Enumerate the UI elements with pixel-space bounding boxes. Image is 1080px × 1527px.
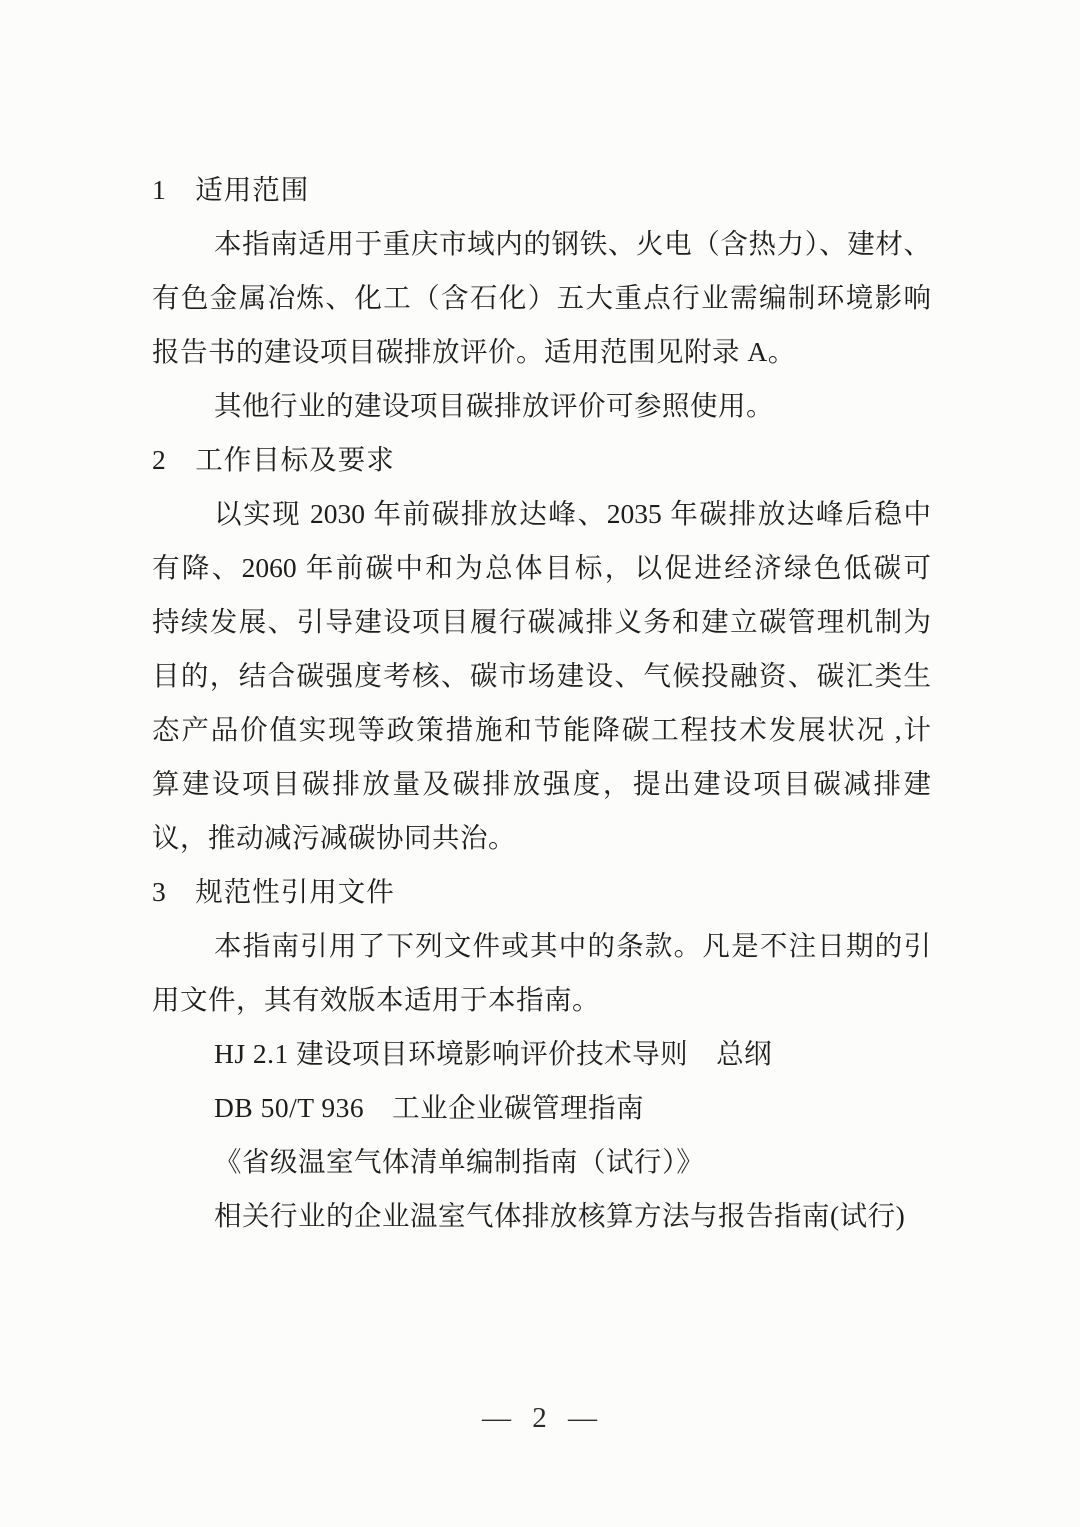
reference-item: 相关行业的企业温室气体排放核算方法与报告指南(试行) bbox=[214, 1200, 906, 1231]
paragraph-line: 用文件，其有效版本适用于本指南。 bbox=[152, 984, 600, 1015]
paragraph-line: 议，推动减污减碳协同共治。 bbox=[152, 822, 516, 853]
page-number: — 2 — bbox=[482, 1402, 598, 1434]
reference-item: DB 50/T 936 工业企业碳管理指南 bbox=[214, 1092, 645, 1123]
reference-item: 《省级温室气体清单编制指南（试行）》 bbox=[214, 1146, 705, 1177]
paragraph-line: 有色金属冶炼、化工（含石化）五大重点行业需编制环境影响 bbox=[152, 282, 931, 313]
section-1-heading: 1 适用范围 bbox=[152, 174, 310, 205]
paragraph-line: 本指南适用于重庆市域内的钢铁、火电（含热力）、建材、 bbox=[214, 228, 931, 259]
reference-item: HJ 2.1 建设项目环境影响评价技术导则 总纲 bbox=[214, 1038, 773, 1069]
paragraph-line: 有降、2060 年前碳中和为总体目标，以促进经济绿色低碳可 bbox=[152, 552, 931, 583]
paragraph-line: 目的，结合碳强度考核、碳市场建设、气候投融资、碳汇类生 bbox=[152, 660, 931, 691]
paragraph-line: 其他行业的建设项目碳排放评价可参照使用。 bbox=[214, 390, 774, 421]
paragraph-line: 态产品价值实现等政策措施和节能降碳工程技术发展状况 ,计 bbox=[152, 714, 931, 745]
paragraph-line: 持续发展、引导建设项目履行碳减排义务和建立碳管理机制为 bbox=[152, 606, 931, 637]
paragraph-line: 本指南引用了下列文件或其中的条款。凡是不注日期的引 bbox=[214, 930, 931, 961]
paragraph-line: 算建设项目碳排放量及碳排放强度，提出建设项目碳减排建 bbox=[152, 768, 931, 799]
paragraph-line: 以实现 2030 年前碳排放达峰、2035 年碳排放达峰后稳中 bbox=[214, 498, 931, 529]
document-body bbox=[152, 163, 931, 1243]
section-3-heading: 3 规范性引用文件 bbox=[152, 876, 395, 907]
section-2-heading: 2 工作目标及要求 bbox=[152, 444, 395, 475]
paragraph-line: 报告书的建设项目碳排放评价。适用范围见附录 A。 bbox=[152, 336, 796, 367]
